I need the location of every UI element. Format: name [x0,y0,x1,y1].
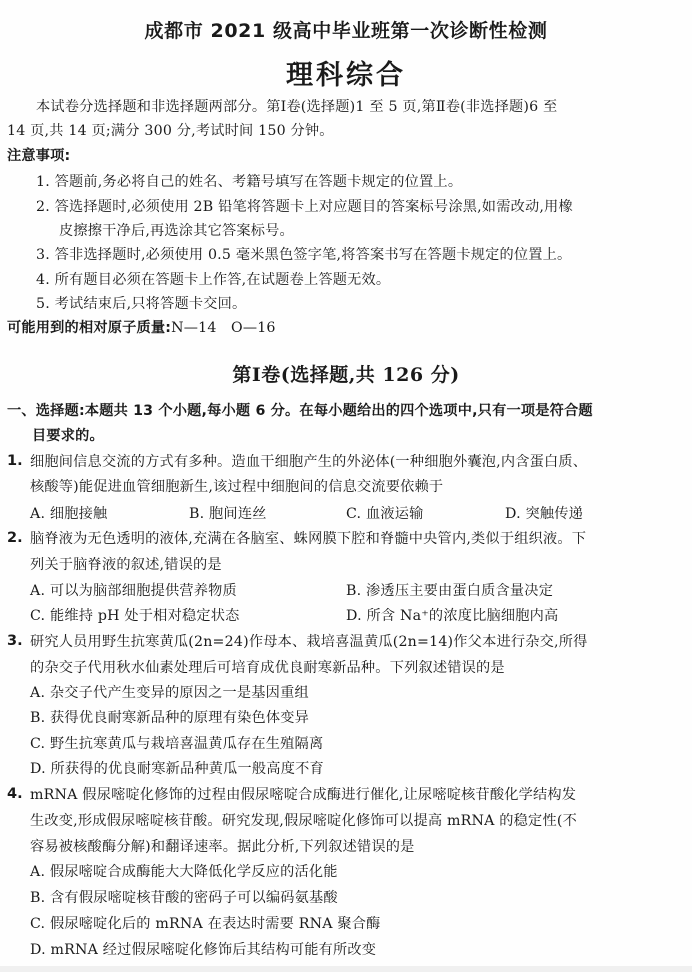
notes-heading: 注意事项: [7,148,71,164]
question-1-option-d: D. 突触传递 [505,506,584,522]
subject-title: 理科综合 [286,60,406,91]
question-3-option-d: D. 所获得的优良耐寒新品种黄瓜一般高度不育 [30,761,324,777]
question-4-option-a: A. 假尿嘧啶合成酶能大大降低化学反应的活化能 [30,864,338,880]
question-4-option-d: D. mRNA 经过假尿嘧啶化修饰后其结构可能有所改变 [30,942,377,958]
question-2-option-b: B. 渗透压主要由蛋白质含量决定 [346,583,554,599]
note-item-5: 5. 考试结束后,只将答题卡交回。 [36,296,247,312]
note-item-4: 4. 所有题目必须在答题卡上作答,在试题卷上答题无效。 [36,272,391,288]
atomic-mass-values: N—14 O—16 [171,320,276,336]
question-2-number: 2. [7,530,23,546]
question-1-option-a: A. 细胞接触 [30,506,108,522]
note-item-1: 1. 答题前,务必将自己的姓名、考籍号填写在答题卡规定的位置上。 [36,174,463,190]
question-3-option-b: B. 获得优良耐寒新品种的原理有染色体变异 [30,710,310,726]
question-4-stem-1: mRNA 假尿嘧啶化修饰的过程由假尿嘧啶合成酶进行催化,让尿嘧啶核苷酸化学结构发 [30,787,577,803]
question-3-stem-1: 研究人员用野生抗寒黄瓜(2n=24)作母本、栽培喜温黄瓜(2n=14)作父本进行杂交,所得 [30,634,588,650]
question-1-option-b: B. 胞间连丝 [189,506,267,522]
question-2-stem-1: 脑脊液为无色透明的液体,充满在各脑室、蛛网膜下腔和脊髓中央管内,类似于组织液。下 [30,531,587,547]
intro-line-2: 14 页,共 14 页;满分 300 分,考试时间 150 分钟。 [7,123,334,139]
section-title: 第Ⅰ卷(选择题,共 126 分) [232,364,460,386]
question-1-number: 1. [7,453,23,469]
note-item-3: 3. 答非选择题时,必须使用 0.5 毫米黑色签字笔,将答案书写在答题卡规定的位置上。 [36,247,572,263]
question-4-option-c: C. 假尿嘧啶化后的 mRNA 在表达时需要 RNA 聚合酶 [30,916,381,932]
atomic-mass-label: 可能用到的相对原子质量: [7,320,172,336]
intro-line-1: 本试卷分选择题和非选择题两部分。第Ⅰ卷(选择题)1 至 5 页,第Ⅱ卷(非选择题)6 至 [36,99,558,115]
question-4-stem-2: 生改变,形成假尿嘧啶核苷酸。研究发现,假尿嘧啶化修饰可以提高 mRNA 的稳定性(不 [30,813,577,829]
question-4-stem-3: 容易被核酸酶分解)和翻译速率。据此分析,下列叙述错误的是 [30,839,415,855]
exam-title: 成都市 2021 级高中毕业班第一次诊断性检测 [144,20,548,42]
question-1-stem-1: 细胞间信息交流的方式有多种。造血干细胞产生的外泌体(一种细胞外囊泡,内含蛋白质、 [30,454,588,470]
question-4-option-b: B. 含有假尿嘧啶核苷酸的密码子可以编码氨基酸 [30,890,338,906]
note-item-2-cont: 皮擦擦干净后,再选涂其它答案标号。 [59,223,294,239]
question-2-option-a: A. 可以为脑部细胞提供营养物质 [30,583,237,599]
question-1-stem-2: 核酸等)能促进血管细胞新生,该过程中细胞间的信息交流要依赖于 [30,479,444,495]
question-2-stem-2: 列关于脑脊液的叙述,错误的是 [30,557,222,573]
section-instruction-1: 一、选择题:本题共 13 个小题,每小题 6 分。在每小题给出的四个选项中,只有一项是符合题 [7,403,593,419]
note-item-2: 2. 答选择题时,必须使用 2B 铅笔将答题卡上对应题目的答案标号涂黑,如需改动,用橡 [36,199,573,215]
question-4-number: 4. [7,786,23,802]
question-2-option-d: D. 所含 Na⁺的浓度比脑细胞内高 [346,608,559,624]
atomic-mass [7,319,276,337]
question-3-option-c: C. 野生抗寒黄瓜与栽培喜温黄瓜存在生殖隔离 [30,736,324,752]
question-2-option-c: C. 能维持 pH 处于相对稳定状态 [30,608,240,624]
page-bottom-edge [0,966,692,972]
question-3-number: 3. [7,633,23,649]
section-instruction-2: 目要求的。 [32,428,104,444]
question-1-option-c: C. 血液运输 [346,506,424,522]
question-3-option-a: A. 杂交子代产生变异的原因之一是基因重组 [30,685,309,701]
question-3-stem-2: 的杂交子代用秋水仙素处理后可培育成优良耐寒新品种。下列叙述错误的是 [30,660,505,676]
